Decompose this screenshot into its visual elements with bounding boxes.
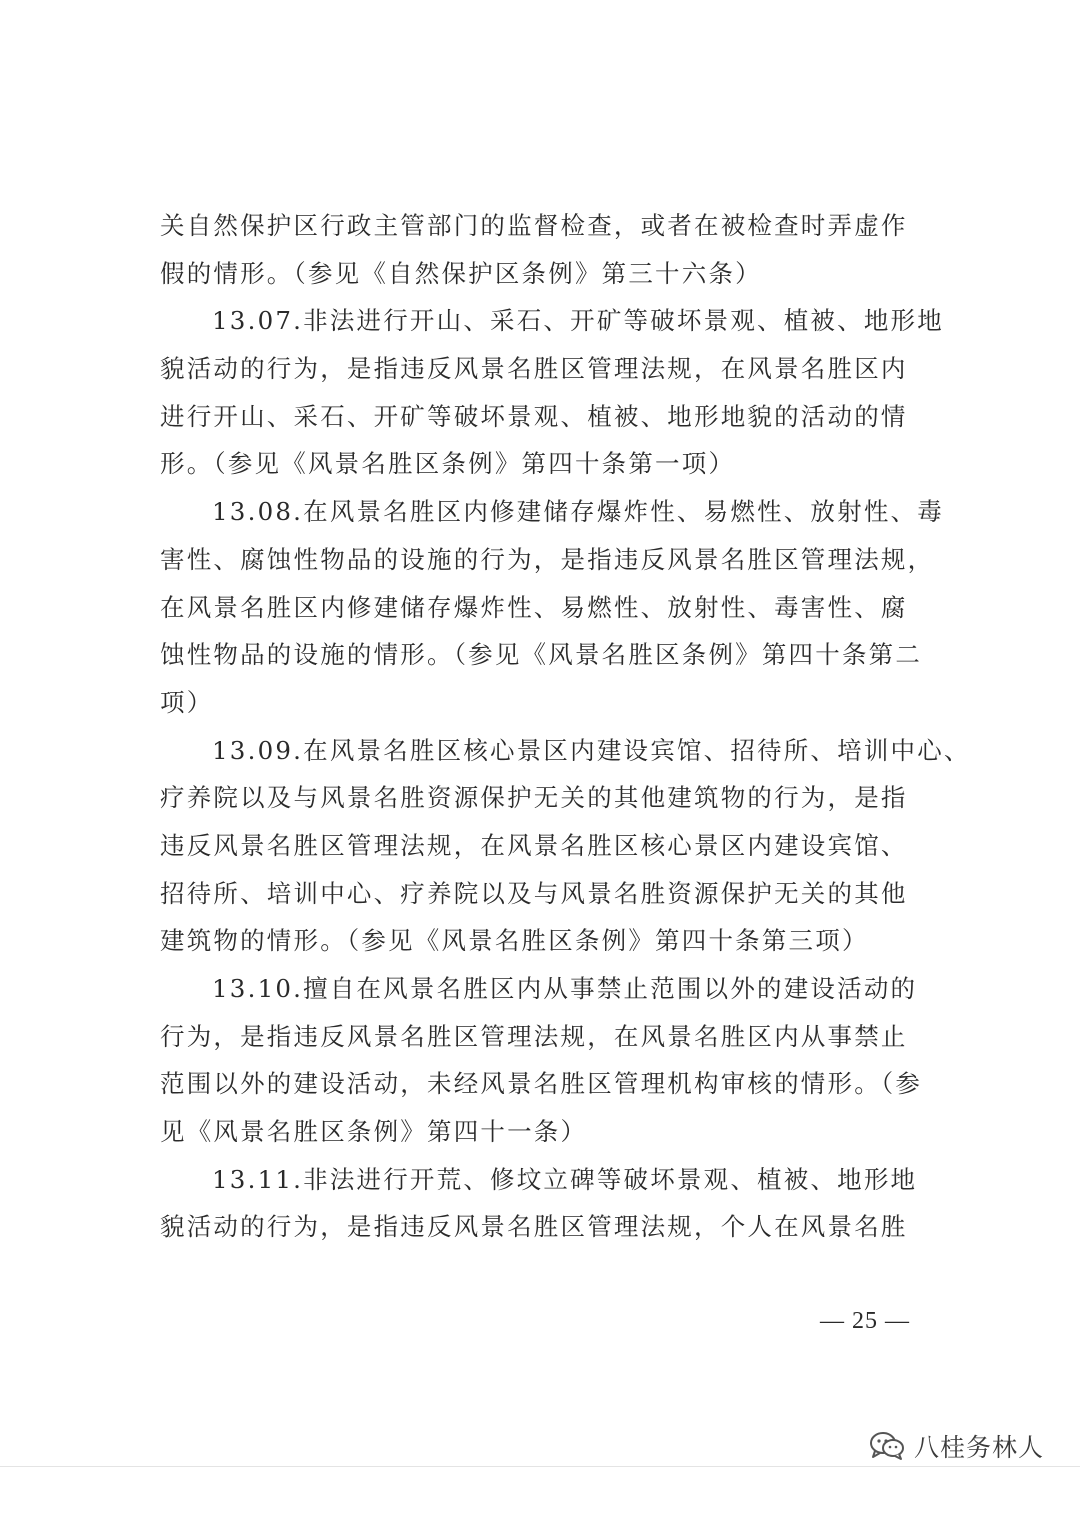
text-line: 形。（参见《风景名胜区条例》第四十条第一项） (160, 449, 736, 479)
text-line: 项） (160, 687, 214, 717)
text-line: 见《风景名胜区条例》第四十一条） (160, 1117, 588, 1147)
text-line: 蚀性物品的设施的情形。（参见《风景名胜区条例》第四十条第二 (160, 640, 923, 670)
text-line: 关自然保护区行政主管部门的监督检查，或者在被检查时弄虚作 (160, 211, 908, 240)
text-line: 貌活动的行为，是指违反风景名胜区管理法规，在风景名胜区内 (160, 354, 908, 384)
clause-13-07-heading-line: 13.07.非法进行开山、采石、开矿等破坏景观、植被、地形地 (212, 306, 944, 336)
text-line: 害性、腐蚀性物品的设施的行为，是指违反风景名胜区管理法规， (160, 544, 935, 574)
text-line: 行为，是指违反风景名胜区管理法规，在风景名胜区内从事禁止 (160, 1021, 908, 1051)
clause-13-11-heading-line: 13.11.非法进行开荒、修坟立碑等破坏景观、植被、地形地 (212, 1164, 918, 1194)
wechat-watermark (868, 1428, 1044, 1464)
text-line: 建筑物的情形。（参见《风景名胜区条例》第四十条第三项） (160, 926, 869, 956)
text-line: 违反风景名胜区管理法规，在风景名胜区核心景区内建设宾馆、 (160, 830, 908, 860)
footer-band (0, 1462, 1080, 1527)
footer-divider (0, 1466, 1080, 1467)
text-line: 招待所、培训中心、疗养院以及与风景名胜资源保护无关的其他 (160, 878, 908, 908)
document-body (160, 202, 971, 1251)
text-line: 疗养院以及与风景名胜资源保护无关的其他建筑物的行为，是指 (160, 783, 908, 813)
text-line: 进行开山、采石、开矿等破坏景观、植被、地形地貌的活动的情 (160, 401, 908, 431)
text-line: 范围以外的建设活动，未经风景名胜区管理机构审核的情形。（参 (160, 1069, 923, 1099)
clause-13-10-heading-line: 13.10.擅自在风景名胜区内从事禁止范围以外的建设活动的 (212, 974, 918, 1003)
clause-13-08-heading-line: 13.08.在风景名胜区内修建储存爆炸性、易燃性、放射性、毒 (212, 497, 944, 527)
text-line: 在风景名胜区内修建储存爆炸性、易燃性、放射性、毒害性、腐 (160, 592, 908, 622)
page-number: — 25 — (820, 1308, 910, 1334)
text-line: 假的情形。（参见《自然保护区条例》第三十六条） (160, 258, 762, 288)
clause-13-09-heading-line: 13.09.在风景名胜区核心景区内建设宾馆、招待所、培训中心、 (212, 735, 971, 765)
watermark-text: 八桂务林人 (914, 1433, 1045, 1462)
text-line: 貌活动的行为，是指违反风景名胜区管理法规，个人在风景名胜 (160, 1212, 908, 1242)
wechat-icon (868, 1430, 906, 1462)
